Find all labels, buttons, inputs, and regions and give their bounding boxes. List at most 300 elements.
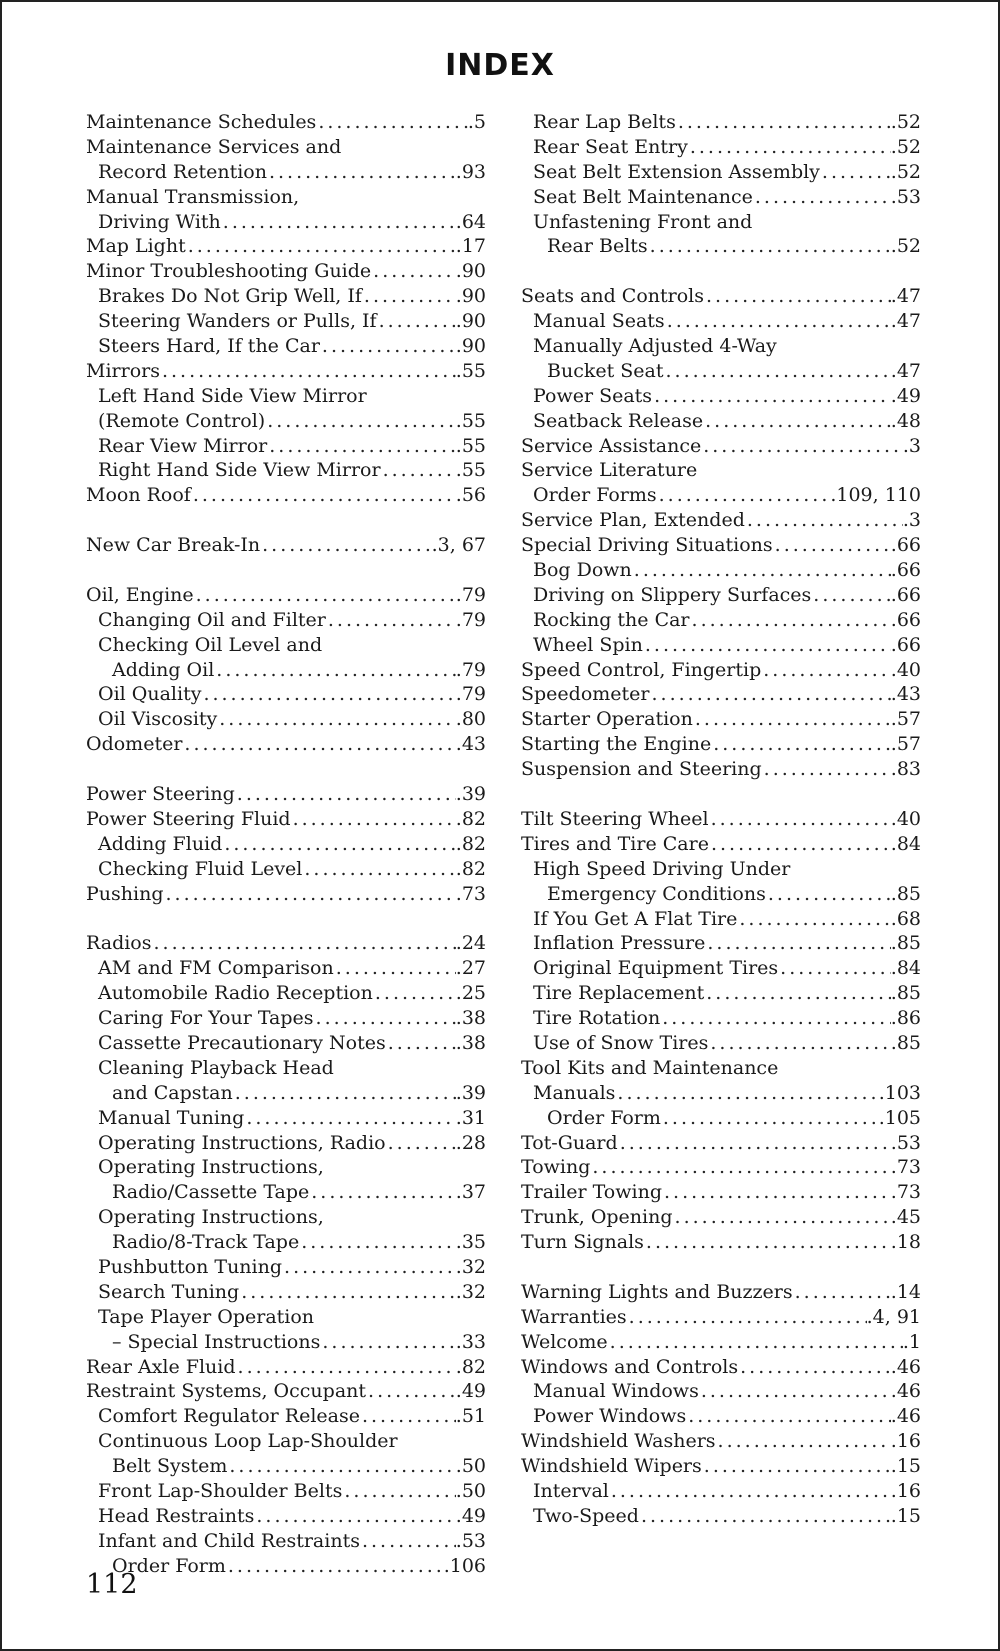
index-entry-text: Power Windows (533, 1405, 687, 1428)
index-entry-text: and Capstan (112, 1081, 233, 1104)
index-entry (86, 1280, 486, 1305)
dot-leader (662, 1180, 891, 1205)
dot-leader (705, 931, 890, 956)
dot-leader (373, 981, 456, 1006)
dot-leader (227, 1454, 455, 1479)
index-entry (86, 210, 486, 235)
index-entry (86, 583, 486, 608)
dot-leader (693, 707, 891, 732)
dot-leader (371, 259, 456, 284)
index-entry-text: Adding Fluid (98, 832, 223, 855)
index-entry (86, 533, 486, 558)
dot-leader (648, 234, 891, 259)
index-entry-page: .31 (455, 1106, 486, 1129)
index-entry-text: Minor Troubleshooting Guide (86, 260, 372, 283)
index-entry-page: .53 (455, 1529, 486, 1552)
dot-leader (703, 409, 891, 434)
index-entry (521, 483, 921, 508)
index-entry-text: Power Steering (86, 783, 235, 806)
index-entry-page: .83 (890, 758, 921, 781)
index-entry-text: Order Form (547, 1106, 661, 1129)
index-entry (86, 110, 486, 135)
index-entry (86, 1554, 486, 1579)
dot-leader (334, 956, 456, 981)
dot-leader (163, 882, 455, 907)
index-entry-page: .50 (455, 1455, 486, 1478)
index-entry (86, 857, 486, 882)
index-entry-page: .55 (455, 409, 486, 432)
index-entry-page: .66 (890, 534, 921, 557)
dot-leader (661, 1106, 879, 1131)
index-entry (86, 608, 486, 633)
index-entry (521, 807, 921, 832)
index-entry-text: Windshield Washers (521, 1430, 716, 1453)
index-entry (521, 981, 921, 1006)
index-entry-page: .15 (890, 1504, 921, 1527)
dot-leader (217, 707, 456, 732)
index-entry (521, 1305, 921, 1330)
index-entry (86, 1205, 486, 1230)
index-spacer (86, 907, 486, 932)
index-entry-text: Tires and Tire Care (521, 832, 709, 855)
index-entry-page: .79 (455, 608, 486, 631)
dot-leader (753, 185, 891, 210)
dot-leader (690, 608, 891, 633)
index-entry (521, 110, 921, 135)
index-entry-page: .90 (455, 260, 486, 283)
index-entry-page: .55 (455, 434, 486, 457)
index-entry-text: If You Get A Flat Tire (533, 907, 738, 930)
index-entry-page: .82 (455, 857, 486, 880)
index-entry-page: .56 (455, 484, 486, 507)
index-entry-page: .16 (890, 1479, 921, 1502)
index-entry-text: Automobile Radio Reception (98, 982, 373, 1005)
index-entry-text: Wheel Spin (533, 633, 643, 656)
dot-leader (191, 483, 456, 508)
index-entry-text: Tire Rotation (533, 1007, 661, 1030)
dot-leader (260, 533, 431, 558)
index-entry (86, 160, 486, 185)
dot-leader (160, 359, 456, 384)
index-entry-text: Warranties (521, 1305, 627, 1328)
index-entry-text: Radio/8-Track Tape (112, 1231, 300, 1254)
index-entry-text: Rear View Mirror (98, 434, 268, 457)
index-entry-page: .82 (455, 832, 486, 855)
index-entry-text: Checking Oil Level and (98, 633, 323, 656)
dot-leader (381, 458, 456, 483)
index-entry-page: .49 (890, 384, 921, 407)
index-entry-text: Welcome (521, 1330, 608, 1353)
index-entry-text: Continuous Loop Lap-Shoulder (98, 1430, 398, 1453)
index-entry (86, 483, 486, 508)
index-entry (86, 135, 486, 160)
index-entry (86, 956, 486, 981)
index-entry-text: Adding Oil (112, 658, 215, 681)
index-entry-text: Pushing (86, 882, 164, 905)
index-entry (521, 658, 921, 683)
dot-leader (201, 682, 455, 707)
index-entry-text: Seats and Controls (521, 285, 704, 308)
index-entry (521, 1454, 921, 1479)
dot-leader (608, 1330, 903, 1355)
dot-leader (186, 234, 456, 259)
index-entry (521, 1429, 921, 1454)
index-entry-text: Oil Viscosity (98, 708, 218, 731)
index-entry-text: Power Steering Fluid (86, 807, 291, 830)
index-entry-text: Starter Operation (521, 708, 693, 731)
index-entry-text: Oil, Engine (86, 583, 194, 606)
index-entry-page: .40 (890, 807, 921, 830)
index-entry-page: .52 (890, 135, 921, 158)
index-entry (521, 907, 921, 932)
index-spacer (521, 259, 921, 284)
index-entry-page: .15 (890, 1455, 921, 1478)
index-entry (521, 931, 921, 956)
index-entry (521, 1081, 921, 1106)
index-entry (86, 458, 486, 483)
dot-leader (664, 359, 891, 384)
index-entry-text: Belt System (112, 1455, 228, 1478)
dot-leader (704, 981, 891, 1006)
index-entry-page: .57 (890, 708, 921, 731)
index-entry (86, 259, 486, 284)
index-entry-page: .85 (890, 982, 921, 1005)
index-entry-text: Rear Lap Belts (533, 111, 676, 133)
index-entry (86, 658, 486, 683)
index-entry-text: Operating Instructions, (98, 1206, 324, 1229)
index-entry-text: Restraint Systems, Occupant (86, 1380, 367, 1403)
index-entry-text: Rear Belts (547, 235, 648, 258)
dot-leader (282, 1255, 456, 1280)
dot-leader (660, 1006, 891, 1031)
dot-leader (708, 1031, 890, 1056)
index-spacer (521, 782, 921, 807)
index-entry-page: .33 (455, 1330, 486, 1353)
index-entry-page: .27 (455, 957, 486, 980)
dot-leader (627, 1305, 867, 1330)
index-entry-text: Cleaning Playback Head (98, 1056, 334, 1079)
index-entry-text: Trailer Towing (521, 1181, 662, 1204)
index-entry (521, 857, 921, 882)
index-entry-page: .85 (890, 932, 921, 955)
page-title: INDEX (445, 48, 555, 83)
index-entry-page: .53 (890, 1131, 921, 1154)
index-entry-page: .68 (890, 907, 921, 930)
index-entry-text: Interval (533, 1479, 609, 1502)
index-entry (86, 1131, 486, 1156)
index-entry-text: Record Retention (98, 160, 267, 183)
index-entry (521, 508, 921, 533)
index-entry-text: (Remote Control) (98, 409, 266, 432)
index-entry-page: .52 (890, 111, 921, 133)
index-entry (86, 682, 486, 707)
index-entry-text: Rear Seat Entry (533, 135, 688, 158)
index-entry-page: .3 (902, 434, 921, 457)
index-entry (86, 409, 486, 434)
index-entry-text: Pushbutton Tuning (98, 1255, 283, 1278)
index-entry-text: Tot-Guard (521, 1131, 618, 1154)
index-entry-text: Seatback Release (533, 409, 704, 432)
index-entry (86, 1180, 486, 1205)
dot-leader (244, 1106, 455, 1131)
dot-leader (793, 1280, 891, 1305)
index-entry (86, 1106, 486, 1131)
index-entry-text: Order Form (112, 1554, 226, 1577)
index-entry-page: .103 (878, 1081, 921, 1104)
dot-leader (716, 1429, 891, 1454)
index-entry-page: .73 (455, 882, 486, 905)
dot-leader (688, 135, 891, 160)
index-entry-text: Manual Seats (533, 310, 665, 333)
index-entry-page: .46 (890, 1405, 921, 1428)
index-entry-page: .73 (890, 1156, 921, 1179)
index-column-right (521, 110, 921, 1529)
index-entry (86, 1529, 486, 1554)
index-entry-page: .38 (455, 1007, 486, 1030)
index-entry-text: Towing (521, 1156, 591, 1179)
index-entry (521, 1504, 921, 1529)
dot-leader (811, 583, 890, 608)
index-entry-text: Special Driving Situations (521, 534, 773, 557)
index-entry-text: Power Seats (533, 384, 653, 407)
index-entry-page: .46 (890, 1380, 921, 1403)
index-entry-page: .52 (890, 235, 921, 258)
dot-leader (360, 1404, 456, 1429)
index-entry-text: Radio/Cassette Tape (112, 1181, 310, 1204)
dot-leader (291, 807, 456, 832)
index-entry-page: .43 (890, 683, 921, 706)
index-entry-page: .106 (443, 1554, 486, 1577)
index-entry-text: Head Restraints (98, 1504, 255, 1527)
dot-leader (709, 807, 891, 832)
dot-leader (657, 483, 831, 508)
index-entry (86, 707, 486, 732)
dot-leader (366, 1379, 456, 1404)
index-entry-page: .39 (455, 783, 486, 806)
index-entry (86, 882, 486, 907)
index-entry-text: Map Light (86, 235, 186, 258)
index-entry (521, 359, 921, 384)
index-entry (521, 707, 921, 732)
index-entry-page: .28 (455, 1131, 486, 1154)
index-entry-text: Caring For Your Tapes (98, 1007, 314, 1030)
dot-leader (738, 1355, 891, 1380)
index-entry-text: Service Assistance (521, 434, 702, 457)
index-entry-text: Manual Transmission, (86, 185, 300, 208)
index-entry (521, 1330, 921, 1355)
index-entry-text: Rear Axle Fluid (86, 1355, 236, 1378)
index-entry-page: .84 (890, 832, 921, 855)
dot-leader (686, 1404, 891, 1429)
index-entry (521, 334, 921, 359)
index-entry-text: New Car Break-In (86, 534, 261, 557)
dot-leader (761, 658, 891, 683)
index-entry-text: Mirrors (86, 359, 160, 382)
index-entry-text: Suspension and Steering (521, 758, 762, 781)
index-entry-page: .43 (455, 733, 486, 756)
index-entry-page: .35 (455, 1231, 486, 1254)
index-entry (86, 1379, 486, 1404)
index-entry-text: Infant and Child Restraints (98, 1529, 360, 1552)
index-entry-page: .51 (455, 1405, 486, 1428)
dot-leader (267, 160, 456, 185)
dot-leader (704, 284, 891, 309)
index-entry (86, 1479, 486, 1504)
index-entry-text: Left Hand Side View Mirror (98, 384, 367, 407)
index-entry-page: .47 (890, 310, 921, 333)
index-entry-text: Service Plan, Extended (521, 509, 745, 532)
index-entry-text: Tilt Steering Wheel (521, 807, 709, 830)
index-entry-text: Service Literature (521, 459, 698, 482)
index-entry (521, 1355, 921, 1380)
index-entry (521, 1230, 921, 1255)
index-entry (86, 1330, 486, 1355)
dot-leader (709, 832, 891, 857)
index-entry-page: .79 (455, 683, 486, 706)
index-entry (521, 682, 921, 707)
index-entry-text: Use of Snow Tires (533, 1031, 709, 1054)
dot-leader (773, 533, 891, 558)
index-entry-text: Rocking the Car (533, 608, 690, 631)
index-entry (521, 1031, 921, 1056)
dot-leader (182, 732, 455, 757)
index-spacer (86, 757, 486, 782)
dot-leader (326, 608, 456, 633)
index-entry (86, 1404, 486, 1429)
index-entry-page: .3 (902, 509, 921, 532)
dot-leader (214, 658, 455, 683)
index-entry (521, 234, 921, 259)
index-entry (86, 832, 486, 857)
index-entry-page: .32 (455, 1280, 486, 1303)
dot-leader (267, 434, 456, 459)
index-entry (521, 1006, 921, 1031)
dot-leader (632, 558, 891, 583)
index-entry-page: .38 (455, 1031, 486, 1054)
index-entry-page: .3, 67 (431, 534, 486, 557)
index-entry-page: .47 (890, 285, 921, 308)
dot-leader (702, 1454, 891, 1479)
index-entry-text: Tire Replacement (533, 982, 705, 1005)
index-entry (521, 135, 921, 160)
index-entry-page: .73 (890, 1181, 921, 1204)
index-entry-text: Bog Down (533, 559, 632, 582)
index-entry-text: Two-Speed (533, 1504, 639, 1527)
index-entry-page: .18 (890, 1231, 921, 1254)
dot-leader (701, 434, 903, 459)
index-entry-page: .66 (890, 583, 921, 606)
dot-leader (233, 1081, 456, 1106)
index-entry-text: Steers Hard, If the Car (98, 335, 320, 358)
index-entry (86, 732, 486, 757)
index-entry (521, 284, 921, 309)
index-entry-text: Bucket Seat (547, 359, 664, 382)
index-entry-page: .93 (455, 160, 486, 183)
index-entry-text: High Speed Driving Under (533, 857, 791, 880)
index-entry-text: Starting the Engine (521, 733, 712, 756)
index-entry (521, 757, 921, 782)
dot-leader (302, 857, 455, 882)
index-entry (521, 1280, 921, 1305)
dot-leader (221, 210, 456, 235)
index-entry (521, 1479, 921, 1504)
index-entry-text: Warning Lights and Buzzers (521, 1280, 793, 1303)
dot-leader (643, 633, 891, 658)
index-entry-text: Seat Belt Extension Assembly (533, 160, 820, 183)
index-entry (86, 981, 486, 1006)
index-entry-page: .17 (455, 235, 486, 258)
index-entry (521, 384, 921, 409)
index-entry (86, 1230, 486, 1255)
index-entry-page: .4, 91 (866, 1305, 921, 1328)
dot-leader (650, 682, 891, 707)
index-entry-text: Steering Wanders or Pulls, If (98, 310, 377, 333)
index-entry-page: .85 (890, 882, 921, 905)
index-entry-text: Manually Adjusted 4-Way (533, 335, 777, 358)
index-entry-page: .46 (890, 1355, 921, 1378)
index-entry-page: .40 (890, 658, 921, 681)
index-entry (86, 1504, 486, 1529)
index-entry (521, 1404, 921, 1429)
index-entry (521, 608, 921, 633)
dot-leader (745, 508, 903, 533)
index-entry (521, 1155, 921, 1180)
index-entry (86, 185, 486, 210)
index-entry-page: .82 (455, 807, 486, 830)
dot-leader (236, 1355, 456, 1380)
index-entry-text: Trunk, Opening (521, 1206, 673, 1229)
index-entry (521, 633, 921, 658)
index-entry (521, 1180, 921, 1205)
index-entry (86, 1355, 486, 1380)
dot-leader (644, 1230, 891, 1255)
index-entry-page: .80 (455, 708, 486, 731)
index-entry-text: Original Equipment Tires (533, 957, 779, 980)
index-entry-page: .52 (890, 160, 921, 183)
dot-leader (314, 1006, 456, 1031)
dot-leader (609, 1479, 891, 1504)
index-entry-page: .82 (455, 1355, 486, 1378)
dot-leader (235, 782, 456, 807)
index-entry-page: .90 (455, 335, 486, 358)
index-entry-page: .53 (890, 185, 921, 208)
index-entry (521, 210, 921, 235)
dot-leader (652, 384, 891, 409)
index-entry (86, 1454, 486, 1479)
index-entry-text: Changing Oil and Filter (98, 608, 326, 631)
index-entry-page: .66 (890, 633, 921, 656)
index-entry (521, 434, 921, 459)
dot-leader (226, 1554, 444, 1579)
index-entry-text: Brakes Do Not Grip Well, If (98, 285, 362, 308)
index-entry (86, 1006, 486, 1031)
index-entry (86, 1081, 486, 1106)
index-entry-text: AM and FM Comparison (98, 957, 334, 980)
index-entry-text: Order Forms (533, 484, 657, 507)
index-entry-page: .79 (455, 583, 486, 606)
index-entry (86, 384, 486, 409)
index-spacer (521, 1255, 921, 1280)
index-entry (86, 1056, 486, 1081)
index-entry-text: Windows and Controls (521, 1355, 739, 1378)
index-entry-page: .45 (890, 1206, 921, 1229)
index-entry (86, 334, 486, 359)
index-entry-page: .86 (890, 1007, 921, 1030)
index-entry-text: Cassette Precautionary Notes (98, 1031, 386, 1054)
index-entry-text: Inflation Pressure (533, 932, 706, 955)
index-entry-page: .79 (455, 658, 486, 681)
index-entry-page: .49 (455, 1380, 486, 1403)
